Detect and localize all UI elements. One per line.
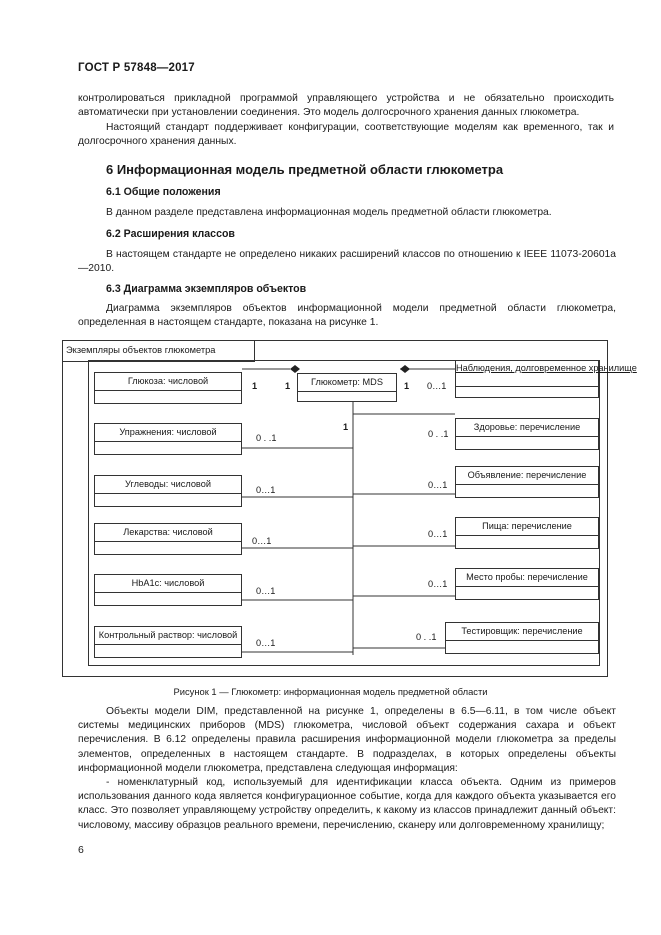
class-name-mds: Глюкометр: MDS xyxy=(298,374,396,392)
class-name-medication: Лекарства: числовой xyxy=(95,524,241,542)
mult-longterm: 0…1 xyxy=(427,381,447,391)
class-name-exercise: Упражнения: числовой xyxy=(95,424,241,442)
class-box-mds xyxy=(297,373,397,402)
class-name-meal: Пища: перечисление xyxy=(456,518,598,536)
class-box-glucose xyxy=(94,372,242,404)
mult-control-solution: 0…1 xyxy=(256,638,276,648)
document-header: ГОСТ Р 57848—2017 xyxy=(78,62,195,74)
class-name-hba1c: HbA1c: числовой xyxy=(95,575,241,593)
mult-mds-right: 1 xyxy=(404,381,410,391)
subsection-text-6-3: Диаграмма экземпляров объектов информационной модели предметной области глюкометра, определенная в настоящем стандарте, показана на рисунке 1. xyxy=(78,303,616,329)
class-name-longterm-store: Наблюдения, долговременное хранилище xyxy=(456,361,598,387)
mult-meal: 0…1 xyxy=(428,529,448,539)
subsection-title-6-3: 6.3 Диаграмма экземпляров объектов xyxy=(106,283,307,295)
mult-glucose: 1 xyxy=(252,381,258,391)
intro-paragraph-1: контролироваться прикладной программой управляющего устройства и не обязательно происходить автоматически при установлении соединения. Это модель долгосрочного хранения данных глюкометра. xyxy=(78,93,614,119)
subsection-title-6-1: 6.1 Общие положения xyxy=(106,186,221,198)
class-box-control-solution xyxy=(94,626,242,658)
intro-paragraph-2: Настоящий стандарт поддерживает конфигурации, соответствующие моделям как временного, так и долгосрочного хранения данных. xyxy=(78,122,614,148)
figure-caption: Рисунок 1 — Глюкометр: информационная модель предметной области xyxy=(173,686,488,697)
class-name-control-solution: Контрольный раствор: числовой xyxy=(95,627,241,645)
class-box-health xyxy=(455,418,599,450)
mult-mds-bottom: 1 xyxy=(343,422,349,432)
section-title: 6 Информационная модель предметной области глюкометра xyxy=(106,162,504,177)
composition-diamond-left xyxy=(290,365,300,373)
class-box-tester xyxy=(445,622,599,654)
class-box-carbs xyxy=(94,475,242,507)
page-number: 6 xyxy=(78,844,84,856)
class-name-announcement: Объявление: перечисление xyxy=(456,467,598,485)
class-box-hba1c xyxy=(94,574,242,606)
mult-exercise: 0 . .1 xyxy=(256,433,277,443)
class-box-longterm-store xyxy=(455,360,637,398)
class-box-announcement xyxy=(455,466,599,498)
mult-announcement: 0…1 xyxy=(428,480,448,490)
mult-carbs: 0…1 xyxy=(256,485,276,495)
mult-mds-left: 1 xyxy=(285,381,291,391)
subsection-title-6-2: 6.2 Расширения классов xyxy=(106,228,235,240)
class-name-tester: Тестировщик: перечисление xyxy=(446,623,598,641)
diagram-frame-label: Экземпляры объектов глюкометра xyxy=(62,340,255,362)
mult-hba1c: 0…1 xyxy=(256,586,276,596)
class-name-sample-location: Место пробы: перечисление xyxy=(456,569,598,587)
body-paragraph-2: - номенклатурный код, используемый для идентификации класса объекта. Одним из примеров использования данного кода является конфигурационное событие, когда для каждого объекта указывается его класс. Это позволяет управляющему устройству определить, к какому из классов принадлежит данный объект: числовому, массиву образцов реального времени, перечислению, сканеру или долговременному хранилищу; xyxy=(78,777,616,831)
class-box-medication xyxy=(94,523,242,555)
mult-tester: 0 . .1 xyxy=(416,632,437,642)
class-box-meal xyxy=(455,517,599,549)
mult-sample-location: 0…1 xyxy=(428,579,448,589)
class-box-sample-location xyxy=(455,568,599,600)
class-name-carbs: Углеводы: числовой xyxy=(95,476,241,494)
body-paragraph-1: Объекты модели DIM, представленной на рисунке 1, определены в 6.5—6.11, в том числе объект системы медицинских приборов (MDS) глюкометра, числовой объект содержания сахара и объект перечисления. В 6.12 определены правила расширения информационной модели глюкометра за пределы элементов, определенных в настоящем стандарте. В подразделах, в которых определены объекты информационной модели глюкометра, представлена следующая информация: xyxy=(78,706,616,774)
class-name-health: Здоровье: перечисление xyxy=(456,419,598,437)
mult-medication: 0…1 xyxy=(252,536,272,546)
mult-health: 0 . .1 xyxy=(428,429,449,439)
class-name-glucose: Глюкоза: числовой xyxy=(95,373,241,391)
composition-diamond-right xyxy=(400,365,410,373)
class-box-exercise xyxy=(94,423,242,455)
subsection-text-6-2: В настоящем стандарте не определено никаких расширений классов по отношению к IEEE 11073-20601a—2010. xyxy=(78,249,616,275)
subsection-text-6-1: В данном разделе представлена информационная модель предметной области глюкометра. xyxy=(106,207,552,218)
